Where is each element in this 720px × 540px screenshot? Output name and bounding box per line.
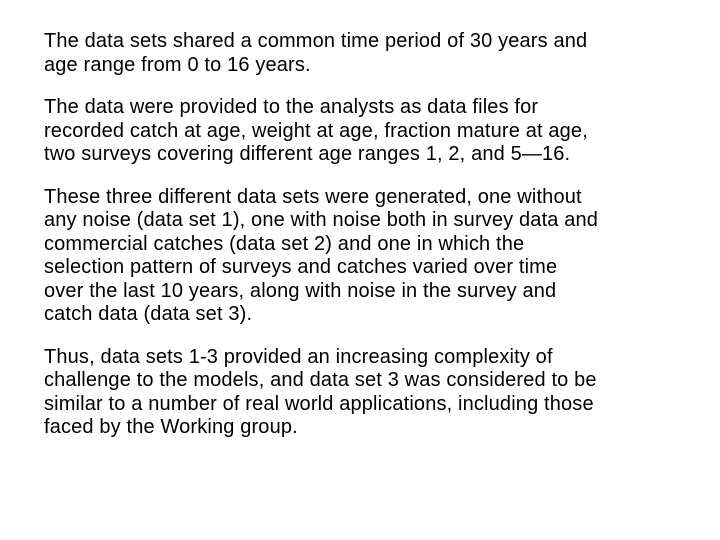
- paragraph-data-files: The data were provided to the analysts as data files for recorded catch at age, weight at age, fraction mature at age, two surveys covering different age ranges 1, 2, and 5—16.: [44, 96, 588, 165]
- paragraph-increasing-complexity: Thus, data sets 1-3 provided an increasing complexity of challenge to the models, and data set 3 was considered to be similar to a number of real world applications, including those faced by the Working group.: [44, 345, 597, 438]
- paragraph-common-time-period: The data sets shared a common time period of 30 years and age range from 0 to 16 years.: [44, 30, 588, 76]
- paragraph-three-data-sets: These three different data sets were generated, one without any noise (data set 1), one with noise both in survey data and commercial catches (data set 2) and one in which the selection pattern of surveys and catches varied over time over the last 10 years, along with noise in the survey and catch data (data set 3).: [44, 185, 599, 325]
- document-body: [44, 30, 708, 459]
